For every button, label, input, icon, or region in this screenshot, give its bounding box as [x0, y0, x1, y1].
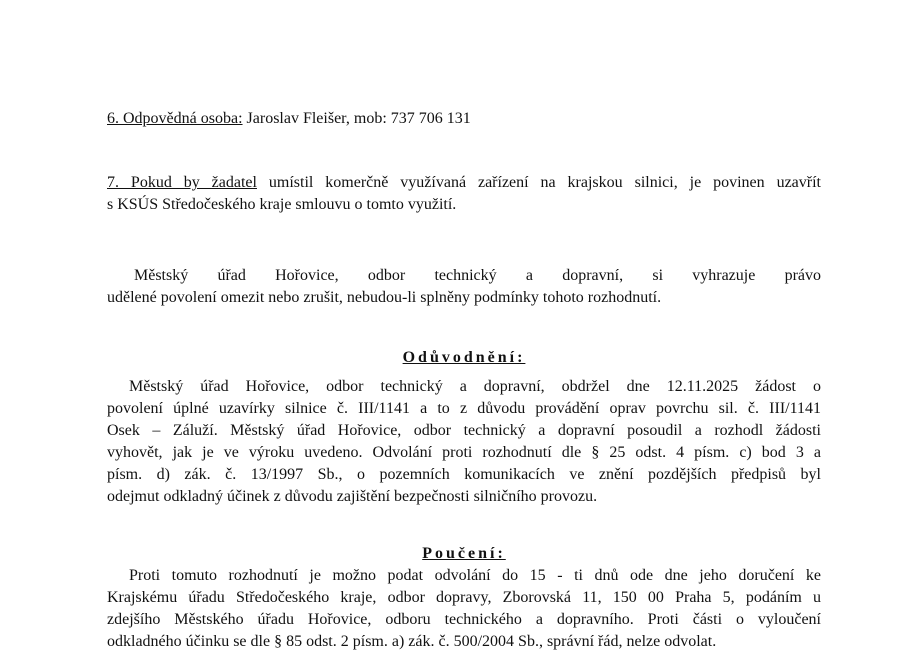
item-6-label: 6. Odpovědná osoba: — [107, 110, 243, 127]
item-7-commercial-use — [107, 172, 821, 216]
item-6-value: Jaroslav Fleišer, mob: 737 706 131 — [242, 110, 471, 127]
item-7-line-1-rest: umístil komerčně využívaná zařízení na krajskou silnici, je povinen uzavřít — [256, 174, 821, 191]
item-6-responsible-person — [107, 108, 821, 130]
reasoning-line-6: odejmut odkladný účinek z důvodu zajištění bezpečnosti silničního provozu. — [107, 488, 598, 505]
instruction-line-4: odkladného účinku se dle § 85 odst. 2 písm. a) zák. č. 500/2004 Sb., správní řád, nelze odvolat. — [107, 633, 717, 650]
reasoning-line-4: vyhovět, jak je ve výroku uvedeno. Odvolání proti rozhodnutí dle § 25 odst. 4 písm. c) bod 3 a — [107, 444, 821, 461]
reservation-line-1: Městský úřad Hořovice, odbor technický a dopravní, si vyhrazuje právo — [134, 267, 821, 284]
reasoning-paragraph — [107, 376, 821, 508]
instruction-line-2: Krajskému úřadu Středočeského kraje, odbor dopravy, Zborovská 11, 150 00 Praha 5, podáním u — [107, 589, 821, 606]
reservation-paragraph — [107, 265, 821, 309]
reasoning-line-3: Osek – Záluží. Městský úřad Hořovice, odbor technický a dopravní posoudil a rozhodl žádosti — [107, 422, 821, 439]
item-7-line-1 — [107, 172, 821, 194]
reservation-line-2: udělené povolení omezit nebo zrušit, nebudou-li splněny podmínky tohoto rozhodnutí. — [107, 289, 662, 306]
reasoning-line-1: Městský úřad Hořovice, odbor technický a dopravní, obdržel dne 12.11.2025 žádost o — [129, 378, 821, 395]
item-7-line-2: s KSÚS Středočeského kraje smlouvu o tomto využití. — [107, 196, 457, 213]
item-7-label: 7. Pokud by žadatel — [107, 174, 257, 191]
reasoning-line-2: povolení úplné uzavírky silnice č. III/1141 a to z důvodu provádění oprav povrchu sil. č. III/1141 — [107, 400, 821, 417]
instruction-line-1: Proti tomuto rozhodnutí je možno podat odvolání do 15 - ti dnů ode dne jeho doručení ke — [129, 567, 821, 584]
reasoning-heading: Odůvodnění: — [402, 349, 526, 366]
instruction-paragraph — [107, 565, 821, 653]
instruction-heading: Poučení: — [422, 545, 506, 562]
reasoning-line-5: písm. d) zák. č. 13/1997 Sb., o pozemních komunikacích ve znění pozdějších předpisů byl — [107, 466, 821, 483]
instruction-line-3: zdejšího Městského úřadu Hořovice, odboru technického a dopravního. Proti části o vyloučení — [107, 611, 821, 628]
